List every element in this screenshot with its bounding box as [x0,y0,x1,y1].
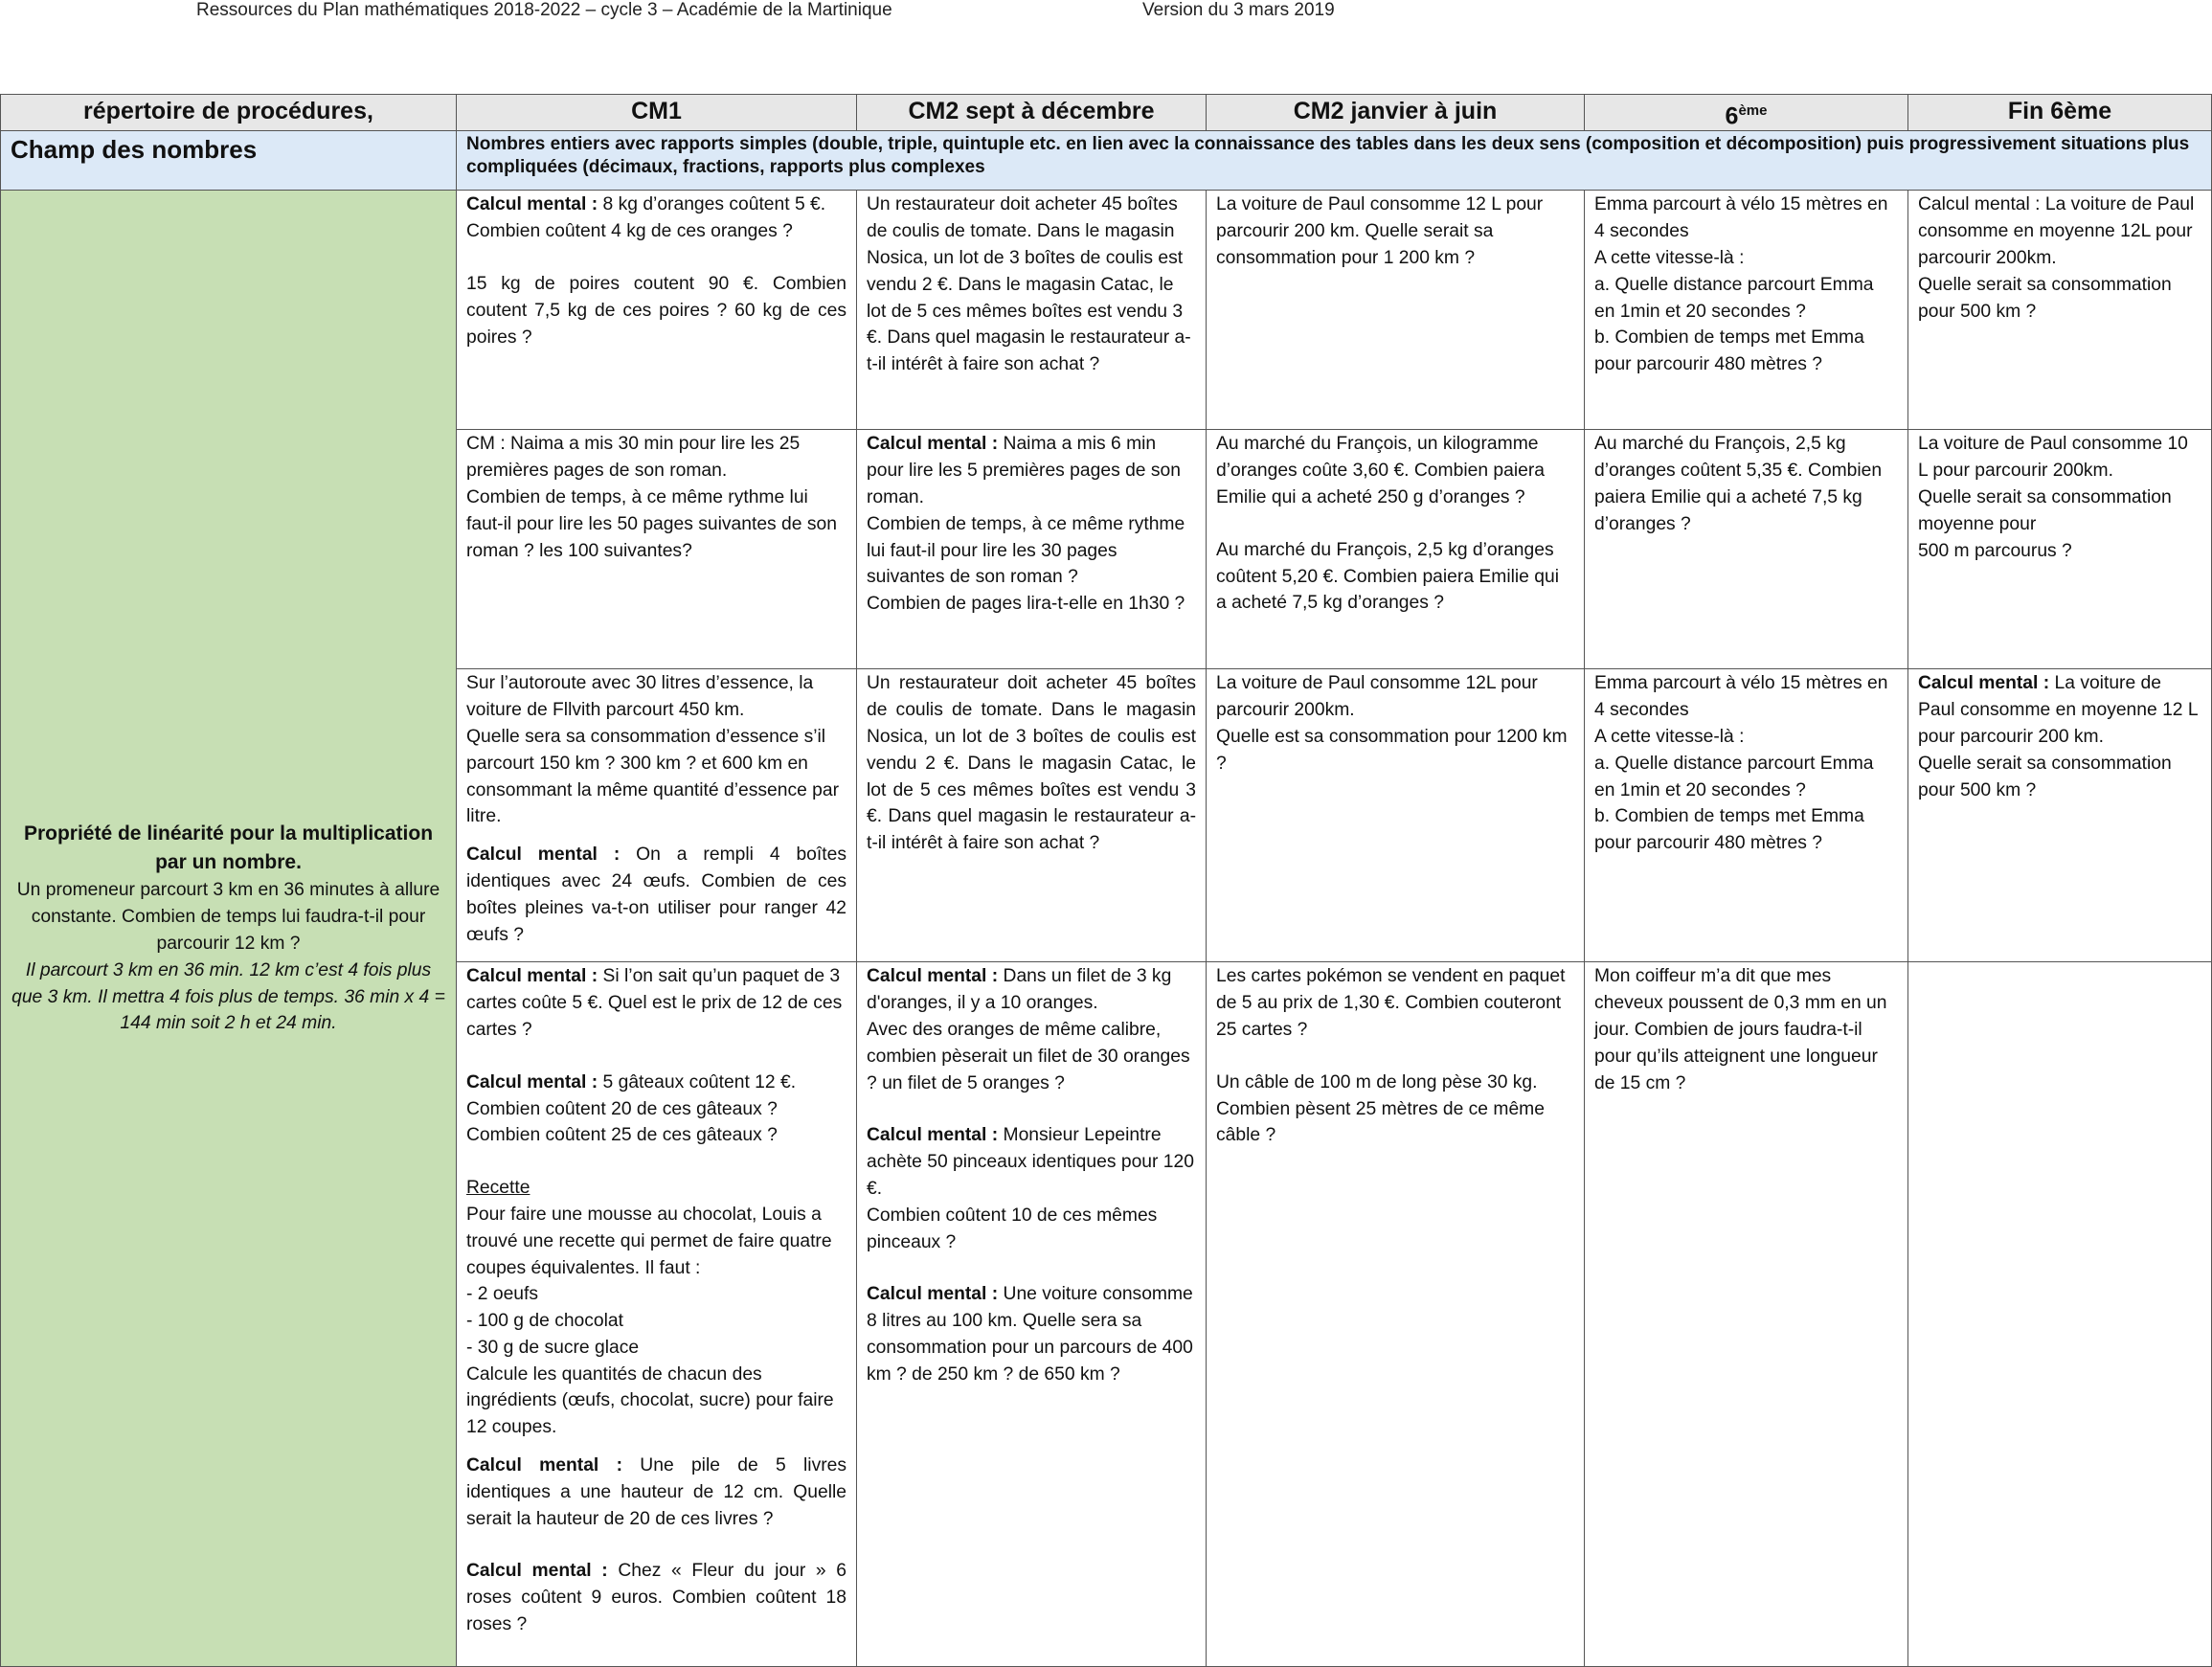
cell-r1-fin-6eme [1908,191,2212,430]
exercise-text: Un restaurateur doit acheter 45 boîtes de coulis de tomate. Dans le magasin Nosica, un lot de 3 boîtes de coulis est vendu 2 €. Dans le magasin Catac, le lot de 5 ces mêmes boîtes est vendu 3 €. Dans quel magasin le restaurateur a-t-il intérêt à faire son achat ? [867,194,1191,375]
calcul-mental-label: Calcul mental : [466,966,598,987]
cell-r1-6eme [1585,191,1908,430]
cell-r2-6eme [1585,430,1908,669]
calcul-mental-label: Calcul mental : [466,194,598,215]
exercise-text: La voiture de Paul consomme 12L pour parcourir 200km. Quelle est sa consommation pour 1200 km ? [1216,673,1568,774]
calcul-mental-label: Calcul mental : [466,1455,623,1476]
cell-r1-cm2-janv [1207,191,1585,430]
col-header-cm2-janv: CM2 janvier à juin [1207,95,1585,131]
exercise-text: Un câble de 100 m de long pèse 30 kg. Combien pèsent 25 mètres de ce même câble ? [1216,1071,1545,1146]
exercise-text: Une voiture consomme 8 litres au 100 km. Quelle sera sa consommation pour un parcours de 400 km ? de 250 km ? de 650 km ? [867,1284,1193,1385]
cell-r4-6eme [1585,962,1908,1667]
cell-r2-fin-6eme [1908,430,2212,669]
cell-r2-cm2-sept [857,430,1207,669]
exercise-text: Calcul mental : La voiture de Paul consomme en moyenne 12L pour parcourir 200km. Quelle serait sa consommation pour 500 km ? [1918,194,2195,322]
exercise-text: Un restaurateur doit acheter 45 boîtes de coulis de tomate. Dans le magasin Nosica, un lot de 3 boîtes de coulis est vendu 2 €. Dans le magasin Catac, le lot de 5 ces mêmes boîtes est vendu 3 €. Dans quel magasin le restaurateur a-t-il intérêt à faire son achat ? [867,673,1196,854]
exercise-text: Dans un filet de 3 kg d'oranges, il y a 10 oranges. Avec des oranges de même calibre, combien pèserait un filet de 30 oranges ? un filet de 5 oranges ? [867,966,1190,1093]
cell-r3-cm2-janv [1207,669,1585,962]
header-row [1,95,2212,131]
exercise-text: Monsieur Lepeintre achète 50 pinceaux identiques pour 120 €. Combien coûtent 10 de ces mêmes pinceaux ? [867,1125,1194,1252]
recette-title: Recette [466,1178,530,1199]
exercise-text: La voiture de Paul consomme 10 L pour parcourir 200km. Quelle serait sa consommation moyenne pour 500 m parcourus ? [1918,434,2188,561]
champ-label: Champ des nombres [1,131,457,191]
cell-r3-cm2-sept [857,669,1207,962]
exercise-text: Sur l’autoroute avec 30 litres d’essence, la voiture de Fllvith parcourt 450 km. Quelle sera sa consommation d’essence s’il parcourt 150 km ? 300 km ? et 600 km en consommant la même quantité d’essence par litre. [466,673,840,827]
col-header-fin-6eme: Fin 6ème [1908,95,2212,131]
exercise-text: Emma parcourt à vélo 15 mètres en 4 secondes A cette vitesse-là : a. Quelle distance parcourt Emma en 1min et 20 secondes ? b. Combien de temps met Emma pour parcourir 480 mètres ? [1594,194,1888,375]
cell-r4-cm2-janv [1207,962,1585,1667]
calcul-mental-label: Calcul mental : [466,1561,608,1582]
cell-r3-6eme [1585,669,1908,962]
calcul-mental-label: Calcul mental : [867,434,999,455]
progression-table [0,94,2212,1667]
exercise-text: 5 gâteaux coûtent 12 €. Combien coûtent 20 de ces gâteaux ? Combien coûtent 25 de ces gâteaux ? [466,1071,797,1146]
cell-r4-cm1 [457,962,857,1667]
exercise-text: Au marché du François, 2,5 kg d’oranges coûtent 5,35 €. Combien paiera Emilie qui a acheté 7,5 kg d’oranges ? [1594,434,1883,534]
exercise-text: On a rempli 4 boîtes identiques avec 24 œufs. Combien de ces boîtes pleines va-t-on utiliser pour ranger 42 œufs ? [466,845,846,945]
linearity-problem: Un promeneur parcourt 3 km en 36 minutes à allure constante. Combien de temps lui faudra-t-il pour parcourir 12 km ? [16,880,440,955]
page-header [196,0,1335,21]
calcul-mental-label: Calcul mental : [867,1284,999,1305]
exercise-text: CM : Naima a mis 30 min pour lire les 25 premières pages de son roman. Combien de temps, à ce même rythme lui faut-il pour lire les 50 pages suivantes de son roman ? les 100 suivantes? [466,434,837,561]
col-header-6eme-sup: ème [1738,102,1768,119]
calcul-mental-label: Calcul mental : [867,1125,999,1146]
table-row [1,191,2212,430]
exercise-text: Naima a mis 6 min pour lire les 5 premières pages de son roman. Combien de temps, à ce même rythme lui faut-il pour lire les 30 pages suivantes de son roman ? Combien de pages lira-t-elle en 1h30 ? [867,434,1185,615]
calcul-mental-label: Calcul mental : [466,1071,598,1093]
col-header-6eme-base: 6 [1725,102,1739,130]
col-header-procedures: répertoire de procédures, [1,95,457,131]
cell-r1-cm2-sept [857,191,1207,430]
exercise-text: Mon coiffeur m’a dit que mes cheveux poussent de 0,3 mm en un jour. Combien de jours faudra-t-il pour qu’ils atteignent une longueur de 15 cm ? [1594,966,1887,1093]
col-header-6eme [1585,95,1908,131]
exercise-text: 15 kg de poires coutent 90 €. Combien coutent 7,5 kg de ces poires ? 60 kg de ces poires ? [466,273,846,348]
linearity-title: Propriété de linéarité pour la multiplication par un nombre. [23,822,434,874]
exercise-text: Une pile de 5 livres identiques a une hauteur de 12 cm. Quelle serait la hauteur de 20 de ces livres ? [466,1455,846,1529]
calcul-mental-label: Calcul mental : [466,845,621,866]
header-version: Version du 3 mars 2019 [1142,0,1335,20]
exercise-text: 8 kg d’oranges coûtent 5 €. Combien coûtent 4 kg de ces oranges ? [466,194,826,242]
exercise-text: La voiture de Paul consomme en moyenne 12 L pour parcourir 200 km. Quelle serait sa consommation pour 500 km ? [1918,673,2198,800]
linearity-cell [1,191,457,1667]
col-header-cm1: CM1 [457,95,857,131]
header-title: Ressources du Plan mathématiques 2018-2022 – cycle 3 – Académie de la Martinique [196,0,892,20]
cell-r3-cm1 [457,669,857,962]
cell-r4-fin-6eme [1908,962,2212,1667]
exercise-text: La voiture de Paul consomme 12 L pour parcourir 200 km. Quelle serait sa consommation pour 1 200 km ? [1216,194,1544,268]
col-header-cm2-sept: CM2 sept à décembre [857,95,1207,131]
exercise-text: Au marché du François, 2,5 kg d’oranges coûtent 5,20 €. Combien paiera Emilie qui a acheté 7,5 kg d’oranges ? [1216,539,1559,614]
cell-r2-cm2-janv [1207,430,1585,669]
cell-r3-fin-6eme [1908,669,2212,962]
exercise-text: Les cartes pokémon se vendent en paquet de 5 au prix de 1,30 €. Combien couteront 25 cartes ? [1216,966,1566,1040]
exercise-text: Si l’on sait qu’un paquet de 3 cartes coûte 5 €. Quel est le prix de 12 de ces cartes ? [466,966,843,1040]
cell-r4-cm2-sept [857,962,1207,1667]
calcul-mental-label: Calcul mental : [1918,673,2050,694]
linearity-solution: Il parcourt 3 km en 36 min. 12 km c’est 4 fois plus que 3 km. Il mettra 4 fois plus de temps. 36 min x 4 = 144 min soit 2 h et 24 min. [11,959,445,1034]
exercise-text: Au marché du François, un kilogramme d’oranges coûte 3,60 €. Combien paiera Emilie qui a acheté 250 g d’oranges ? [1216,434,1546,507]
recette-text: Pour faire une mousse au chocolat, Louis a trouvé une recette qui permet de faire quatre coupes équivalentes. Il faut : - 2 oeufs - 100 g de chocolat - 30 g de sucre glace Calcule les quantités de chacun des ingrédients (œufs, chocolat, sucre) pour faire 12 coupes. [466,1204,834,1438]
champ-row [1,131,2212,191]
cell-r2-cm1 [457,430,857,669]
cell-r1-cm1 [457,191,857,430]
champ-description: Nombres entiers avec rapports simples (double, triple, quintuple etc. en lien avec la connaissance des tables dans les deux sens (composition et décomposition) puis progressivement situations plus compliquées (décimaux, fractions, rapports plus complexes [457,131,2212,191]
calcul-mental-label: Calcul mental : [867,966,999,987]
exercise-text: Emma parcourt à vélo 15 mètres en 4 secondes A cette vitesse-là : a. Quelle distance parcourt Emma en 1min et 20 secondes ? b. Combien de temps met Emma pour parcourir 480 mètres ? [1594,673,1888,854]
exercise-text: Chez « Fleur du jour » 6 roses coûtent 9 euros. Combien coûtent 18 roses ? [466,1561,846,1635]
